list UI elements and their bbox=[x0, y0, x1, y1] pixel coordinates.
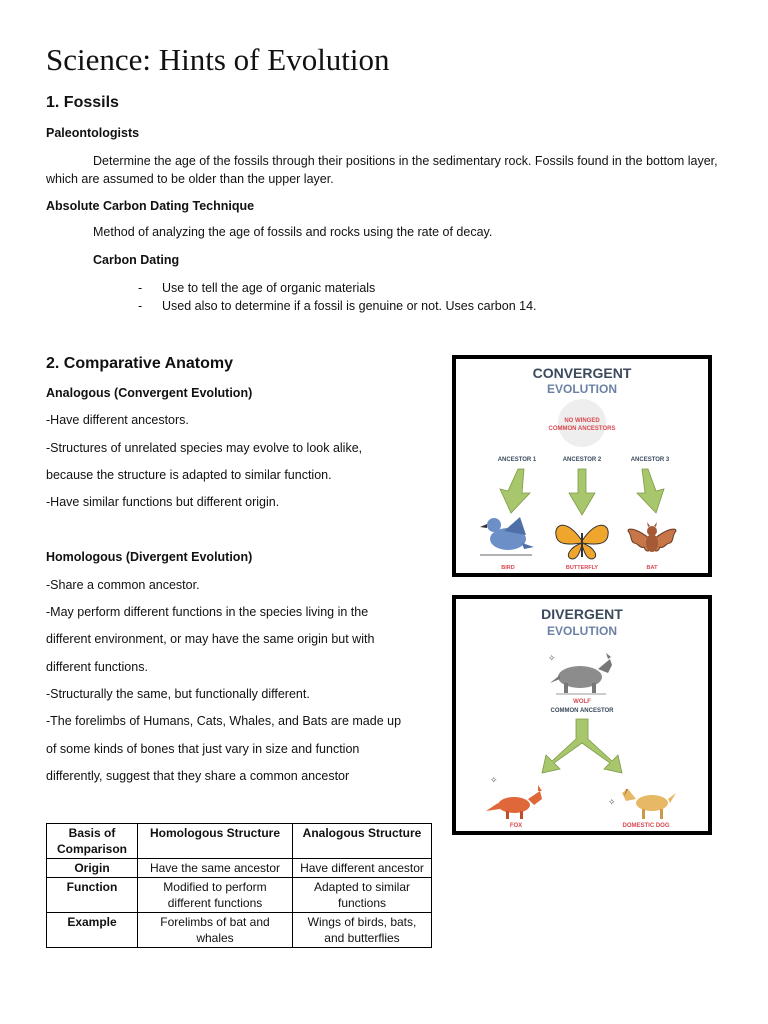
arrow-down-icon bbox=[569, 469, 595, 515]
table-cell: Example bbox=[47, 913, 138, 948]
carbon-technique-heading: Absolute Carbon Dating Technique bbox=[46, 199, 255, 213]
table-cell: Modified to perform different functions bbox=[138, 878, 293, 913]
bird-label: BIRD bbox=[501, 565, 515, 571]
homologous-line: -Share a common ancestor. bbox=[46, 578, 200, 592]
analogous-line: -Structures of unrelated species may evolve to look alike, bbox=[46, 441, 363, 455]
page-title: Science: Hints of Evolution bbox=[46, 42, 390, 77]
butterfly-icon bbox=[556, 525, 608, 559]
divergent-subtitle: EVOLUTION bbox=[546, 624, 618, 638]
sparkle-icon: ✧ bbox=[608, 798, 616, 808]
note-line-1: NO WINGED bbox=[564, 418, 600, 424]
homologous-line: differently, suggest that they share a common ancestor bbox=[46, 769, 350, 783]
analogous-heading: Analogous (Convergent Evolution) bbox=[46, 386, 253, 400]
list-item: - Used also to determine if a fossil is genuine or not. Uses carbon 14. bbox=[138, 299, 537, 313]
convergent-subtitle: EVOLUTION bbox=[546, 382, 618, 396]
homologous-line: different environment, or may have the same origin but with bbox=[46, 632, 375, 646]
table-cell: Wings of birds, bats, and butterflies bbox=[293, 913, 432, 948]
table-cell: Function bbox=[47, 878, 138, 913]
paleontologists-heading: Paleontologists bbox=[46, 126, 140, 140]
fox-label: FOX bbox=[509, 823, 523, 829]
arrow-down-icon bbox=[500, 469, 530, 513]
table-header-cell: Basis of Comparison bbox=[47, 824, 138, 859]
carbon-technique-text: Method of analyzing the age of fossils and rocks using the rate of decay. bbox=[93, 225, 493, 239]
butterfly-label: BUTTERFLY bbox=[565, 565, 599, 571]
homologous-line: -Structurally the same, but functionally different. bbox=[46, 687, 310, 701]
list-item: - Use to tell the age of organic materials bbox=[138, 281, 376, 295]
domestic-dog-label: DOMESTIC DOG bbox=[622, 823, 670, 829]
table-cell: Have the same ancestor bbox=[138, 859, 293, 878]
analogous-line: because the structure is adapted to similar function. bbox=[46, 468, 332, 482]
arrow-down-icon bbox=[637, 469, 664, 513]
homologous-line: -May perform different functions in the species living in the bbox=[46, 605, 369, 619]
ancestor-2-label: ANCESTOR 2 bbox=[562, 457, 602, 463]
divergent-evolution-figure bbox=[452, 595, 712, 835]
divergent-title: DIVERGENT bbox=[541, 606, 623, 622]
homologous-line: different functions. bbox=[46, 660, 148, 674]
anatomy-heading: 2. Comparative Anatomy bbox=[46, 355, 234, 372]
homologous-line: of some kinds of bones that just vary in size and function bbox=[46, 742, 360, 756]
table-header-cell: Analogous Structure bbox=[293, 824, 432, 859]
homologous-heading: Homologous (Divergent Evolution) bbox=[46, 550, 253, 564]
dog-icon bbox=[622, 789, 676, 819]
carbon-dating-list bbox=[138, 279, 537, 315]
wolf-icon bbox=[550, 653, 612, 694]
fox-icon bbox=[486, 785, 542, 819]
bat-icon bbox=[628, 522, 676, 552]
note-line-2: COMMON ANCESTORS bbox=[548, 426, 616, 432]
comparison-table bbox=[46, 823, 432, 948]
table-row bbox=[47, 878, 432, 913]
sparkle-icon: ✧ bbox=[548, 654, 556, 664]
table-row bbox=[47, 913, 432, 948]
common-ancestor-label: COMMON ANCESTOR bbox=[550, 708, 614, 714]
table-cell: Forelimbs of bat and whales bbox=[138, 913, 293, 948]
ancestor-1-label: ANCESTOR 1 bbox=[497, 457, 537, 463]
convergent-title: CONVERGENT bbox=[532, 365, 632, 381]
ancestor-3-label: ANCESTOR 3 bbox=[630, 457, 670, 463]
convergent-evolution-figure bbox=[452, 355, 712, 577]
table-cell: Adapted to similar functions bbox=[293, 878, 432, 913]
analogous-line: -Have different ancestors. bbox=[46, 413, 189, 427]
table-cell: Have different ancestor bbox=[293, 859, 432, 878]
carbon-dating-heading: Carbon Dating bbox=[93, 253, 180, 267]
fork-arrow-icon bbox=[542, 719, 622, 773]
homologous-line: -The forelimbs of Humans, Cats, Whales, and Bats are made up bbox=[46, 714, 402, 728]
analogous-line: -Have similar functions but different origin. bbox=[46, 495, 280, 509]
bat-label: BAT bbox=[646, 565, 658, 571]
fossils-heading: 1. Fossils bbox=[46, 94, 119, 111]
bird-icon bbox=[480, 517, 534, 555]
paleontologists-text: Determine the age of the fossils through their positions in the sedimentary rock. Fossils found in the bottom layer, which are assumed to be older than the upper layer. bbox=[46, 154, 718, 186]
table-header-row bbox=[47, 824, 432, 859]
wolf-label: WOLF bbox=[573, 699, 591, 705]
table-header-cell: Homologous Structure bbox=[138, 824, 293, 859]
table-cell: Origin bbox=[47, 859, 138, 878]
table-row bbox=[47, 859, 432, 878]
sparkle-icon: ✧ bbox=[490, 776, 498, 786]
